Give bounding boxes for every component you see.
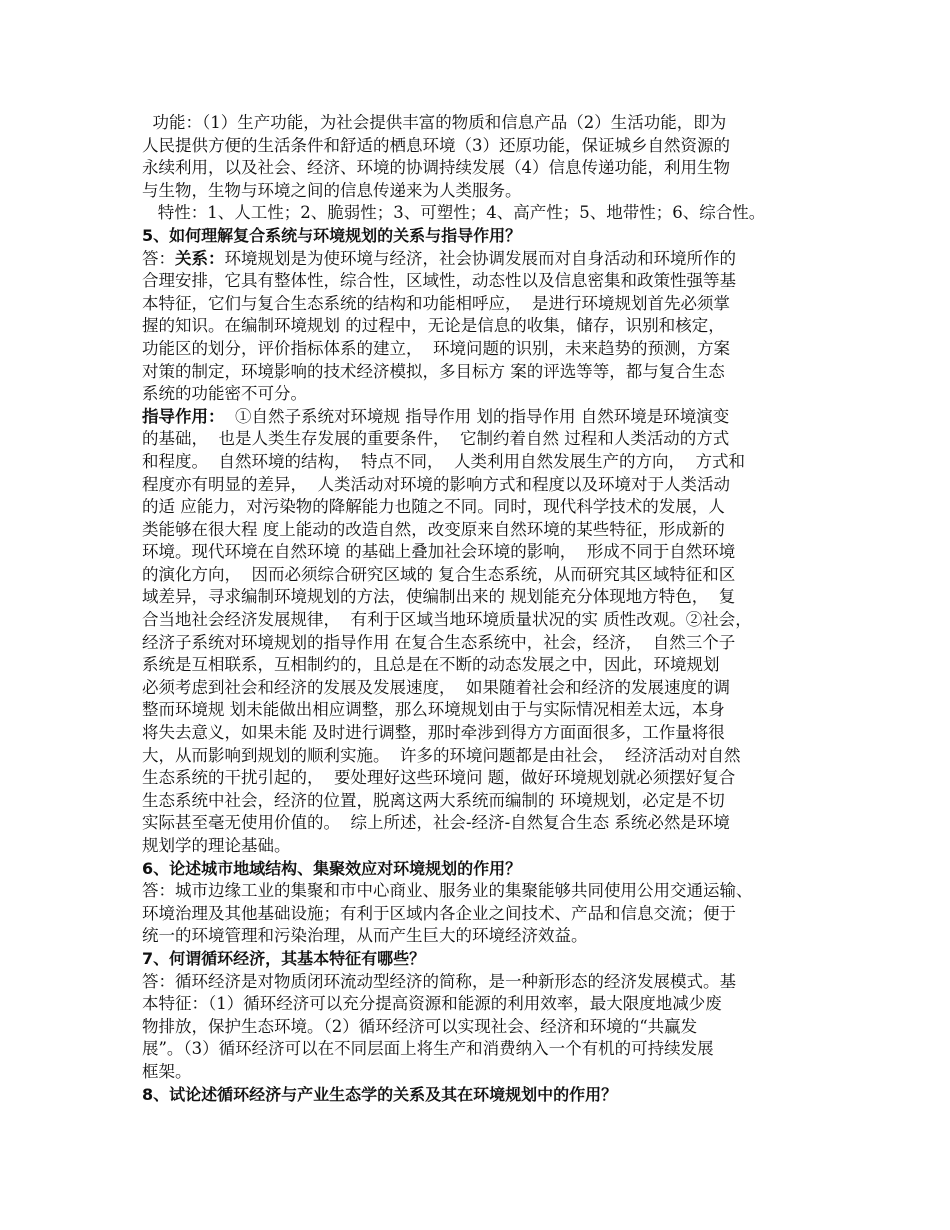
text-line <box>142 496 822 519</box>
line-text: 的基础， 也是人类生存发展的重要条件， 它制约着自然 过程和人类活动的方式 <box>142 429 730 449</box>
text-line <box>142 248 822 271</box>
line-text: 大，从而影响到规划的顺利实施。 许多的环境问题都是由社会， 经济活动对自然 <box>142 745 741 765</box>
line-text: 类能够在很大程 度上能动的改造自然，改变原来自然环境的某些特征，形成新的 <box>142 519 725 539</box>
line-text: 功能区的划分，评价指标体系的建立， 环境问题的识别，未来趋势的预测，方案 <box>142 338 730 358</box>
line-text: 将失去意义，如果未能 及时进行调整，那时牵涉到得方方面面很多，工作量将很 <box>142 723 725 743</box>
text-line <box>142 767 822 790</box>
text-line <box>142 632 822 655</box>
text-line <box>142 293 822 316</box>
text-line <box>142 180 822 203</box>
line-text: 生态系统中社会，经济的位置，脱离这两大系统而编制的 环境规划，必定是不切 <box>142 790 725 810</box>
text-line <box>142 835 822 858</box>
text-line <box>142 1016 822 1039</box>
line-text: 必须考虑到社会和经济的发展及发展速度， 如果随着社会和经济的发展速度的调 <box>142 677 730 697</box>
line-text: 答：城市边缘工业的集聚和市中心商业、服务业的集聚能够共同使用公用交通运输、 <box>142 881 753 901</box>
line-text: 人民提供方便的生活条件和舒适的栖息环境（3）还原功能，保证城乡自然资源的 <box>142 135 730 155</box>
line-text: 对策的制定，环境影响的技术经济模拟，多目标方 案的评选等等，都与复合生态 <box>142 361 725 381</box>
line-text: 与生物，生物与环境之间的信息传递来为人类服务。 <box>142 180 522 200</box>
question-heading <box>142 1084 822 1107</box>
text-line <box>142 270 822 293</box>
text-line <box>142 722 822 745</box>
line-text: 物排放，保护生态环境。（2）循环经济可以实现社会、经济和环境的“共赢发 <box>142 1016 698 1036</box>
text-line <box>142 474 822 497</box>
text-line <box>142 406 822 429</box>
line-text: 统一的环境管理和污染治理，从而产生巨大的环境经济效益。 <box>142 926 588 946</box>
text-line <box>142 677 822 700</box>
line-text: 永续利用，以及社会、经济、环境的协调持续发展（4）信息传递功能，利用生物 <box>142 158 730 178</box>
line-text: 本特征：（1）循环经济可以充分提高资源和能源的利用效率，最大限度地减少废 <box>142 994 722 1014</box>
bold-label: 指导作用： <box>142 406 225 426</box>
text-line <box>142 383 822 406</box>
line-text: 实际甚至毫无使用价值的。 综上所述，社会-经济-自然复合生态 系统必然是环境 <box>142 813 730 833</box>
text-line <box>142 971 822 994</box>
line-text: 合理安排，它具有整体性，综合性，区域性，动态性以及信息密集和政策性强等基 <box>142 271 736 291</box>
line-text: 系统的功能密不可分。 <box>142 384 307 404</box>
line-text: 环境治理及其他基础设施；有利于区域内各企业之间技术、产品和信息交流；便于 <box>142 903 736 923</box>
bold-label: 关系： <box>175 248 225 268</box>
line-text: 答：循环经济是对物质闭环流动型经济的简称，是一种新形态的经济发展模式。基 <box>142 971 736 991</box>
answer-prefix: 答： <box>142 248 175 268</box>
line-text: 的演化方向， 因而必须综合研究区域的 复合生态系统，从而研究其区域特征和区 <box>142 564 736 584</box>
text-line <box>142 699 822 722</box>
text-line <box>142 315 822 338</box>
text-line <box>142 609 822 632</box>
line-text: 框架。 <box>142 1061 192 1081</box>
question-heading <box>142 225 822 248</box>
line-text: 生态系统的干扰引起的， 要处理好这些环境问 题，做好环境规划就必须摆好复合 <box>142 768 736 788</box>
line-text: 本特征，它们与复合生态系统的结构和功能相呼应， 是进行环境规划首先必须掌 <box>142 293 730 313</box>
line-text: 环境。现代环境在自然环境 的基础上叠加社会环境的影响， 形成不同于自然环境 <box>142 542 736 562</box>
text-line <box>142 519 822 542</box>
text-line <box>142 880 822 903</box>
line-text: 经济子系统对环境规划的指导作用 在复合生态系统中，社会，经济， 自然三个子 <box>142 632 736 652</box>
line-text: 6、论述城市地域结构、集聚效应对环境规划的作用？ <box>142 858 522 878</box>
document-page <box>142 112 822 1106</box>
text-line <box>142 338 822 361</box>
line-text: 合当地社会经济发展规律， 有利于区域当地环境质量状况的实 质性改观。②社会， <box>142 610 752 630</box>
line-text: 域差异，寻求编制环境规划的方法，使编制出来的 规划能充分体现地方特色， 复 <box>142 587 736 607</box>
text-line <box>142 586 822 609</box>
line-text: 功能：（1）生产功能，为社会提供丰富的物质和信息产品（2）生活功能，即为 <box>142 113 727 132</box>
line-text: 规划学的理论基础。 <box>142 836 291 855</box>
line-text: 5、如何理解复合系统与环境规划的关系与指导作用？ <box>142 225 522 245</box>
line-text: 8、试论述循环经济与产业生态学的关系及其在环境规划中的作用？ <box>142 1084 618 1104</box>
text-line <box>142 790 822 813</box>
text-line <box>142 1061 822 1084</box>
text-line <box>142 654 822 677</box>
text-line <box>142 812 822 835</box>
line-text: 环境规划是为使环境与经济，社会协调发展而对自身活动和环境所作的 <box>224 248 736 268</box>
text-line <box>142 202 822 225</box>
text-line <box>142 903 822 926</box>
text-line <box>142 112 822 135</box>
line-text: 7、何谓循环经济，其基本特征有哪些？ <box>142 948 426 968</box>
question-heading <box>142 858 822 881</box>
question-heading <box>142 948 822 971</box>
line-text: 整而环境规 划未能做出相应调整，那么环境规划由于与实际情况相差太远，本身 <box>142 700 725 720</box>
text-line <box>142 993 822 1016</box>
text-line <box>142 925 822 948</box>
text-line <box>142 135 822 158</box>
line-text: 的适 应能力，对污染物的降解能力也随之不同。同时，现代科学技术的发展，人 <box>142 497 725 517</box>
text-line <box>142 745 822 768</box>
text-line <box>142 1038 822 1061</box>
line-text: 特性：1、人工性；2、脆弱性；3、可塑性；4、高产性；5、地带性；6、综合性。 <box>142 203 766 223</box>
text-line <box>142 428 822 451</box>
line-text: 程度亦有明显的差异， 人类活动对环境的影响方式和程度以及环境对于人类活动 <box>142 474 730 494</box>
text-line <box>142 157 822 180</box>
line-text: ①自然子系统对环境规 指导作用 划的指导作用 自然环境是环境演变 <box>224 406 730 426</box>
text-line <box>142 361 822 384</box>
line-text: 握的知识。在编制环境规划 的过程中，无论是信息的收集，储存，识别和核定， <box>142 316 725 336</box>
line-text: 和程度。 自然环境的结构， 特点不同， 人类利用自然发展生产的方向， 方式和 <box>142 451 745 471</box>
line-text: 展”。（3）循环经济可以在不同层面上将生产和消费纳入一个有机的可持续发展 <box>142 1039 714 1059</box>
text-line <box>142 451 822 474</box>
line-text: 系统是互相联系，互相制约的，且总是在不断的动态发展之中，因此，环境规划 <box>142 655 720 675</box>
text-line <box>142 541 822 564</box>
text-line <box>142 564 822 587</box>
